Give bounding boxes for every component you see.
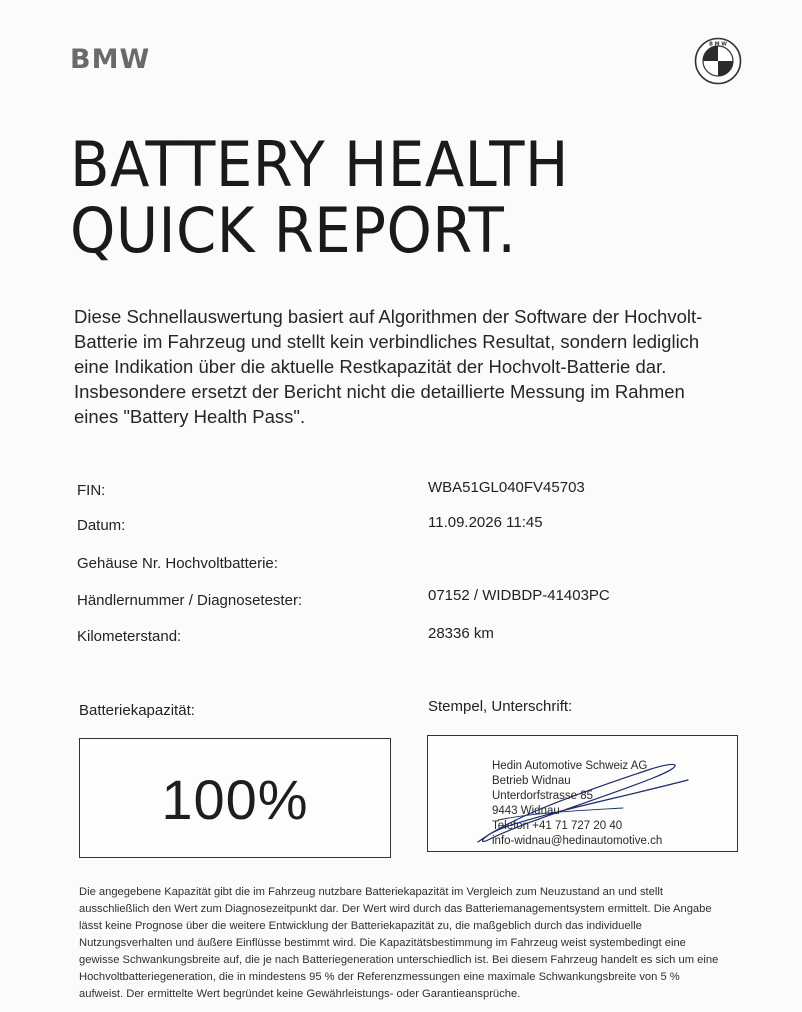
stamp-street: Unterdorfstrasse 85 — [492, 790, 593, 802]
page-title — [70, 128, 569, 267]
bmw-roundel-icon — [694, 37, 742, 85]
capacity-label: Batteriekapazität: — [79, 702, 195, 719]
stamp-company: Hedin Automotive Schweiz AG — [492, 760, 648, 772]
fin-value: WBA51GL040FV45703 — [428, 479, 585, 496]
intro-line: eines "Battery Health Pass". — [74, 406, 306, 427]
stamp-phone: Telefon +41 71 727 20 40 — [492, 820, 623, 832]
datum-value: 11.09.2026 11:45 — [428, 514, 543, 531]
capacity-box — [79, 738, 391, 858]
dealer-stamp — [427, 735, 738, 852]
disclaimer-line: ausschließlich den Wert zum Diagnosezeitpunkt dar. Der Wert wird durch das Batteriemanagementsystem ermittelt. Die Angabe — [79, 903, 712, 915]
intro-line: Insbesondere ersetzt der Bericht nicht die detaillierte Messung im Rahmen — [74, 381, 685, 402]
disclaimer-line: gewisse Schwankungsbreite auf, die je nach Batteriegeneration unterschiedlich ist. Bei diesem Fahrzeug handelt es sich um eine — [79, 954, 719, 966]
intro-line: eine Indikation über die aktuelle Restkapazität der Hochvolt-Batterie dar. — [74, 356, 667, 377]
disclaimer-text — [79, 884, 759, 1003]
intro-line: Diese Schnellauswertung basiert auf Algorithmen der Software der Hochvolt- — [74, 306, 703, 327]
capacity-value: 100% — [161, 768, 309, 831]
intro-line: Batterie im Fahrzeug und stellt kein verbindliches Resultat, sondern lediglich — [74, 331, 700, 352]
datum-label: Datum: — [77, 517, 126, 534]
disclaimer-line: lässt keine Prognose über die weitere Entwicklung der Batteriekapazität zu, die maßgeblich durch das individuelle — [79, 920, 642, 932]
stamp-city: 9443 Widnau — [492, 805, 560, 817]
disclaimer-line: Hochvoltbatteriegeneration, die in mindestens 95 % der Referenzmessungen eine maximale Schwankungsbreite von 5 % — [79, 971, 680, 983]
disclaimer-line: Nutzungsverhalten und äußere Einflüsse bestimmt wird. Die Kapazitätsbestimmung im Fahrzeug weist systembedingt eine — [79, 937, 686, 949]
stamp-email: info-widnau@hedinautomotive.ch — [492, 835, 663, 847]
stamp-branch: Betrieb Widnau — [492, 775, 571, 787]
intro-paragraph — [74, 304, 744, 429]
gehaeuse-label: Gehäuse Nr. Hochvoltbatterie: — [77, 555, 278, 572]
stamp-label: Stempel, Unterschrift: — [428, 698, 573, 715]
fin-label: FIN: — [77, 482, 106, 499]
km-label: Kilometerstand: — [77, 628, 182, 645]
title-line-1: BATTERY HEALTH — [70, 128, 569, 201]
haendler-label: Händlernummer / Diagnosetester: — [77, 592, 303, 609]
disclaimer-line: Die angegebene Kapazität gibt die im Fahrzeug nutzbare Batteriekapazität im Vergleich zum Neuzustand an und stellt — [79, 886, 663, 898]
haendler-value: 07152 / WIDBDP-41403PC — [428, 587, 610, 604]
svg-text:B M W: B M W — [709, 41, 727, 48]
title-line-2: QUICK REPORT. — [70, 194, 517, 267]
brand-wordmark: BMW — [70, 44, 151, 75]
disclaimer-line: aufweist. Der ermittelte Wert begründet keine Gewährleistungs- oder Garantieansprüche. — [79, 988, 521, 1000]
km-value: 28336 km — [428, 625, 494, 642]
